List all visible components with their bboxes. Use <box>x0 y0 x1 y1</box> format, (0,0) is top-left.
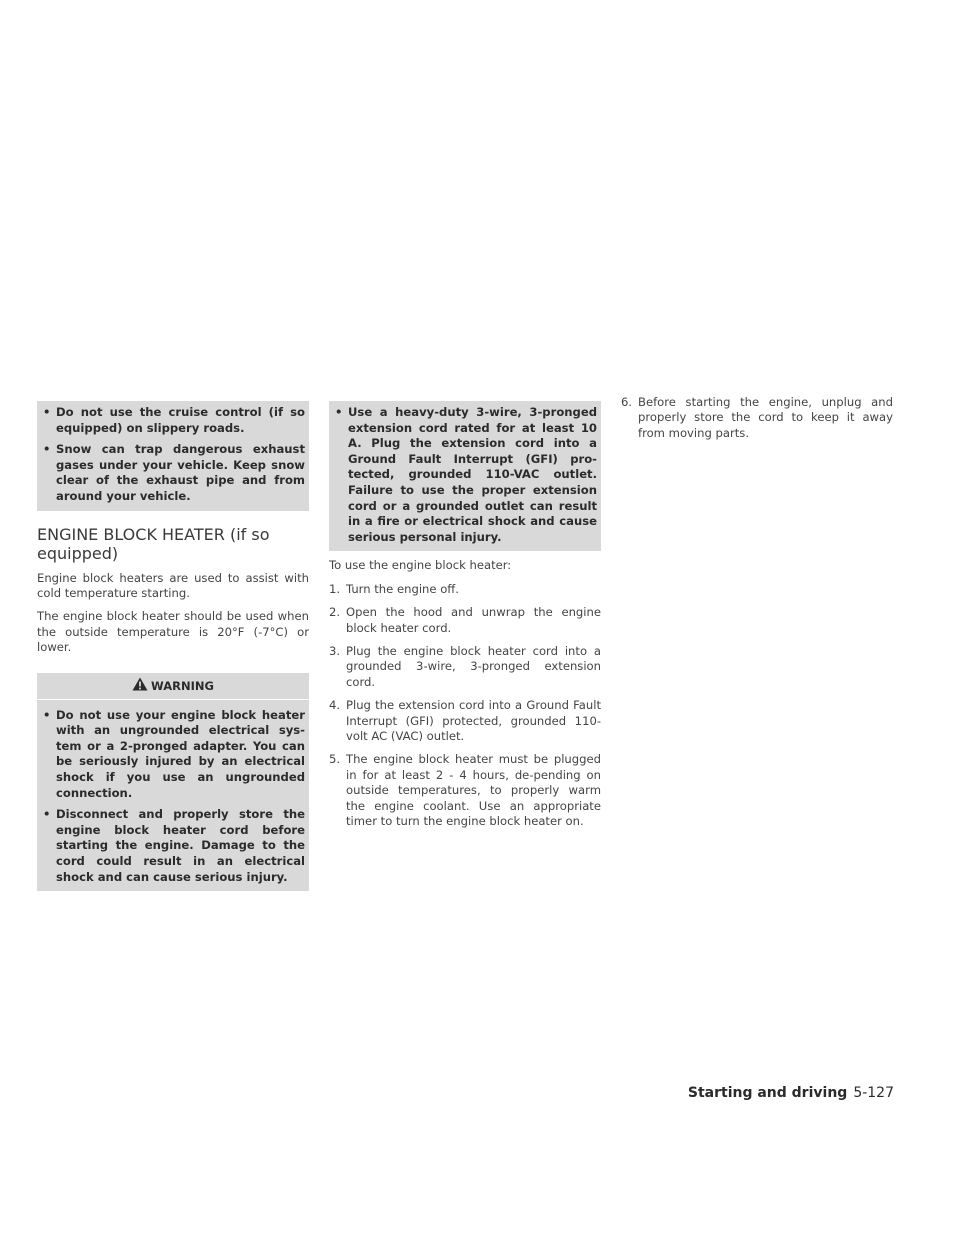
warning-bullet <box>43 708 305 802</box>
bullet-marker: • <box>43 807 51 822</box>
warning-bullet <box>335 405 597 545</box>
warning-bullet <box>43 807 305 885</box>
step-item <box>329 582 601 597</box>
column-2 <box>329 401 601 837</box>
column-1 <box>37 401 309 891</box>
paragraph: The engine block heater should be used when the outside temperature is 20°F (-7°C) or lower. <box>37 609 309 655</box>
bullet-text: Do not use your engine block heater with an ungrounded electrical sys-tem or a 2-pronged adapter. You can be seriously injured by an electrical shock if you use an ungrounded connection. <box>56 707 305 800</box>
warning-body <box>37 700 309 892</box>
step-item <box>329 605 601 636</box>
bullet-text: Do not use the cruise control (if so equipped) on slippery roads. <box>56 405 305 435</box>
page-number: 5-127 <box>853 1085 894 1101</box>
step-text: Open the hood and unwrap the engine block heater cord. <box>346 605 601 635</box>
bullet-text: Use a heavy-duty 3-wire, 3-pronged extension cord rated for at least 10 A. Plug the extension cord into a Ground Fault Interrupt (GFI) pro-tected, grounded 110-VAC outlet. Failure to use the proper extension cord or a grounded outlet can result in a fire or electrical shock and cause serious personal injury. <box>348 405 597 544</box>
step-item <box>621 395 893 441</box>
step-text: Before starting the engine, unplug and properly store the cord to keep it away from moving parts. <box>638 395 893 440</box>
caution-bullet <box>43 442 305 504</box>
step-number: 3. <box>329 643 341 658</box>
bullet-marker: • <box>43 707 51 722</box>
steps-intro: To use the engine block heater: <box>329 558 512 573</box>
step-text: Plug the extension cord into a Ground Fault Interrupt (GFI) protected, grounded 110-volt AC (VAC) outlet. <box>346 698 601 743</box>
caution-bullet <box>43 405 305 436</box>
bullet-marker: • <box>43 405 51 419</box>
step-item <box>329 698 601 744</box>
step-item <box>329 644 601 690</box>
page-footer <box>688 1085 894 1101</box>
bullet-text: Disconnect and properly store the engine block heater cord before starting the engine. Damage to the cord could result in an electrical shock and can cause serious injury. <box>56 807 305 884</box>
bullet-text: Snow can trap dangerous exhaust gases under your vehicle. Keep snow clear of the exhaust pipe and from around your vehicle. <box>56 442 305 503</box>
step-number: 5. <box>329 752 341 767</box>
step-number: 6. <box>621 395 633 409</box>
warning-continued-box <box>329 401 601 551</box>
bullet-marker: • <box>335 405 343 419</box>
footer-section-title: Starting and driving <box>687 1085 848 1101</box>
step-text: The engine block heater must be plugged in for at least 2 - 4 hours, de-pending on outside temperatures, to properly warm the engine coolant. Use an appropriate timer to turn the engine block heater on. <box>346 752 601 829</box>
caution-box <box>37 401 309 511</box>
step-text: Plug the engine block heater cord into a grounded 3-wire, 3-pronged extension cord. <box>346 643 601 689</box>
bullet-marker: • <box>43 442 51 457</box>
paragraph: Engine block heaters are used to assist with cold temperature starting. <box>37 570 309 600</box>
warning-box <box>37 673 309 892</box>
step-text: Turn the engine off. <box>346 581 459 596</box>
column-3 <box>621 395 893 449</box>
warning-triangle-icon <box>132 677 148 694</box>
section-heading: ENGINE BLOCK HEATER (if so equipped) <box>37 524 270 563</box>
warning-title: WARNING <box>151 678 214 693</box>
step-item <box>329 752 601 829</box>
step-number: 1. <box>329 581 341 596</box>
warning-header <box>37 673 309 700</box>
step-number: 2. <box>329 605 341 620</box>
step-number: 4. <box>329 698 341 713</box>
